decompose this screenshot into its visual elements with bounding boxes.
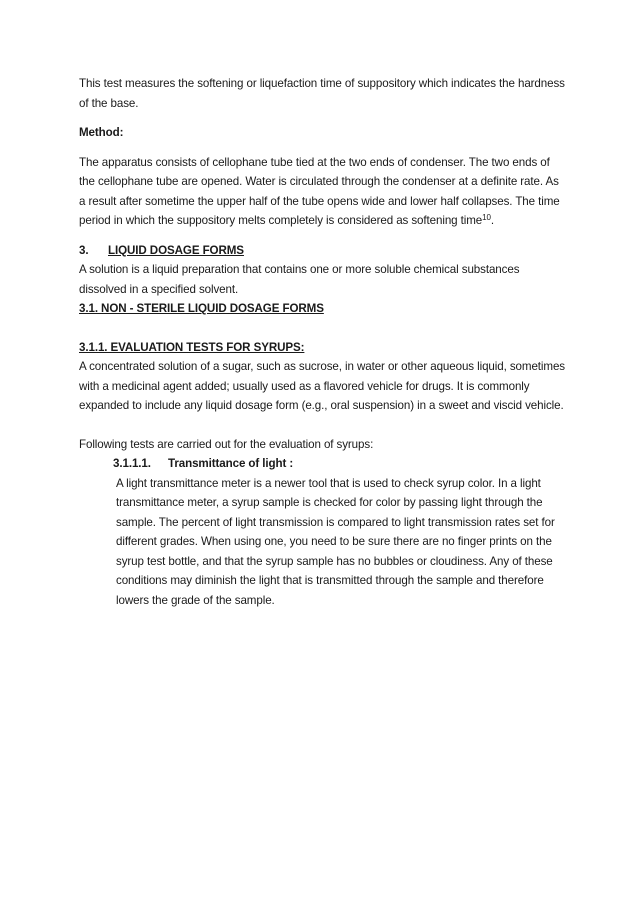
citation-superscript: 10: [482, 213, 491, 222]
method-text: The apparatus consists of cellophane tube tied at the two ends of condenser. The two ends of the cellophane tube are opened. Water is circulated through the condenser at a definite rate. As a result after sometime the upper half of the tube opens wide and lower half collapses. The time period in which the suppository melts completely is considered as softening time: [79, 155, 560, 227]
section-3-title: LIQUID DOSAGE FORMS: [108, 243, 244, 257]
section-3-1-1-heading: 3.1.1. EVALUATION TESTS FOR SYRUPS:: [79, 340, 305, 354]
section-3-1-heading: 3.1. NON - STERILE LIQUID DOSAGE FORMS: [79, 302, 324, 315]
section-3-1-1-paragraph: A concentrated solution of a sugar, such as sucrose, in water or other aqueous liquid, sometimes with a medicinal agent added; usually used as a flavored vehicle for drugs. It is commonly expanded to include any liquid dosage form (e.g., oral suspension) in a sweet and viscid vehicle.: [79, 360, 565, 412]
section-3-1-1-1-paragraph: A light transmittance meter is a newer tool that is used to check syrup color. In a light transmittance meter, a syrup sample is checked for color by passing light through the sample. The percent of light transmission is compared to light transmission rates set for different grades. When using one, you need to be sure there are no finger prints on the syrup test bottle, and that the syrup sample has no bubbles or cloudiness. Any of these conditions may diminish the light that is transmitted through the sample and therefore lowers the grade of the sample.: [116, 476, 555, 607]
method-end: .: [490, 214, 494, 227]
tests-intro-paragraph: Following tests are carried out for the evaluation of syrups:: [79, 437, 374, 451]
intro-paragraph: This test measures the softening or liquefaction time of suppository which indicates the hardness of the base.: [79, 77, 565, 110]
section-3-1-1-1-number: 3.1.1.1.: [113, 457, 151, 470]
section-3-1-1-1-heading: [79, 454, 568, 474]
section-3-1-1-1-title: Transmittance of light :: [168, 457, 294, 470]
section-3-paragraph: A solution is a liquid preparation that contains one or more soluble chemical substances dissolved in a specified solvent.: [79, 263, 520, 296]
section-3-heading: [79, 241, 568, 261]
method-paragraph: [79, 153, 568, 231]
section-3-number: 3.: [79, 243, 89, 257]
method-heading: Method:: [79, 126, 124, 139]
